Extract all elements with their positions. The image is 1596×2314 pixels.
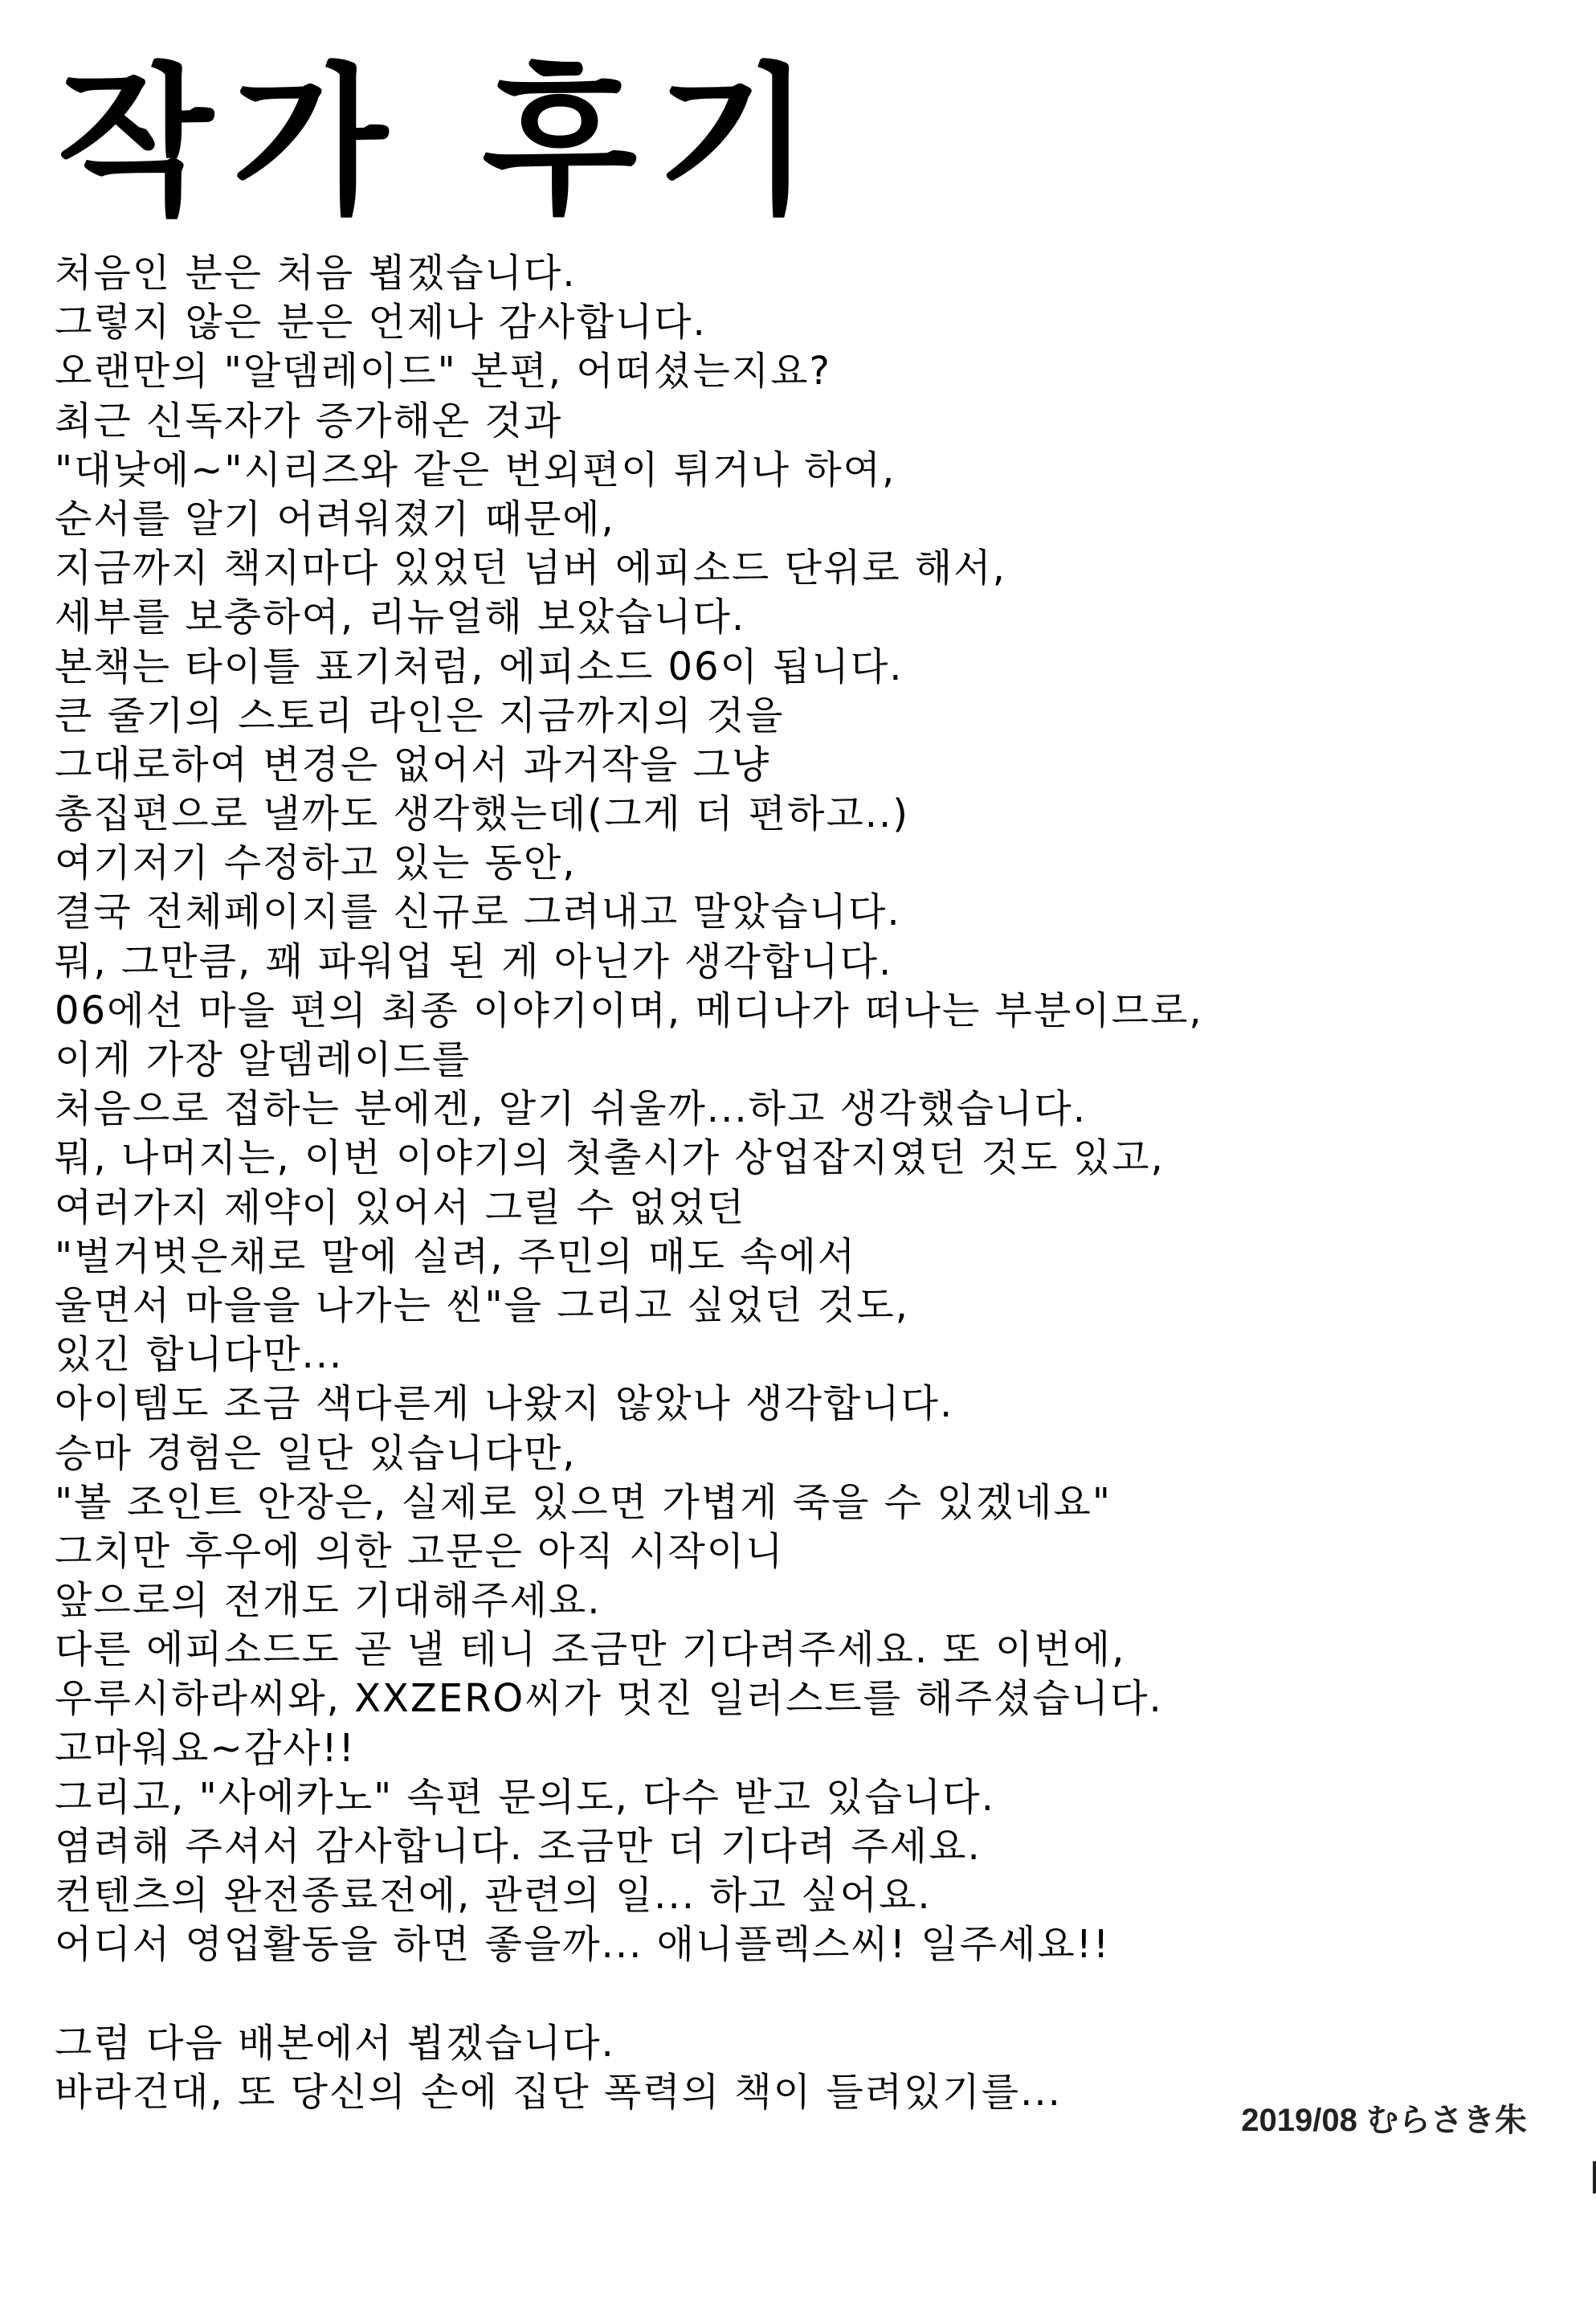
body-line: 아이템도 조금 색다른게 나왔지 않았나 생각합니다.: [55, 1381, 954, 1427]
body-line: 세부를 보충하여, 리뉴얼해 보았습니다.: [55, 595, 746, 640]
body-line: 컨텐츠의 완전종료전에, 관련의 일... 하고 싶어요.: [55, 1873, 932, 1919]
body-line: "대낮에~"시리즈와 같은 번외편이 튀거나 하여,: [55, 447, 896, 493]
body-line: 고마워요~감사!!: [55, 1725, 356, 1771]
signature-date: 2019/08 むらさき朱: [1241, 2103, 1527, 2138]
body-line: 처음으로 접하는 분에겐, 알기 쉬울까...하고 생각했습니다.: [55, 1086, 1088, 1132]
body-line: 승마 경험은 일단 있습니다만,: [55, 1430, 577, 1476]
body-line: 그리고, "사에카노" 속편 문의도, 다수 받고 있습니다.: [55, 1774, 995, 1820]
page-edge-mark: [1593, 2161, 1596, 2193]
body-line: 염려해 주셔서 감사합니다. 조금만 더 기다려 주세요.: [55, 1824, 982, 1869]
body-line: 처음인 분은 처음 뵙겠습니다.: [55, 251, 577, 296]
body-line: 본책는 타이틀 표기처럼, 에피소드 06이 됩니다.: [55, 644, 904, 689]
body-line: 바라건대, 또 당신의 손에 집단 폭력의 책이 들려있기를...: [55, 2069, 1062, 2115]
body-line: 있긴 합니다만...: [55, 1332, 344, 1378]
body-line: 이게 가장 알뎀레이드를: [55, 1037, 471, 1082]
body-line: 다른 에피소드도 곧 낼 테니 조금만 기다려주세요. 또 이번에,: [55, 1627, 1126, 1673]
page-title: 작가 후기: [58, 49, 831, 236]
body-line: "볼 조인트 안장은, 실제로 있으면 가볍게 죽을 수 있겠네요": [55, 1479, 1112, 1525]
body-line: 최근 신독자가 증가해온 것과: [55, 398, 563, 444]
body-line: 울면서 마을을 나가는 씬"을 그리고 싶었던 것도,: [55, 1282, 909, 1328]
body-line: 총집편으로 낼까도 생각했는데(그게 더 편하고..): [55, 791, 909, 837]
body-line: 오랜만의 "알뎀레이드" 본편, 어떠셨는지요?: [55, 349, 831, 395]
body-line: 뭐, 나머지는, 이번 이야기의 첫출시가 상업잡지였던 것도 있고,: [55, 1135, 1165, 1181]
body-line: 그대로하여 변경은 없어서 과거작을 그냥: [55, 742, 771, 787]
body-line: "벌거벗은채로 말에 실려, 주민의 매도 속에서: [55, 1233, 857, 1279]
body-line: 그럼 다음 배본에서 뵙겠습니다.: [55, 2020, 615, 2066]
body-line: 그치만 후우에 의한 고문은 아직 시작이니: [55, 1528, 785, 1574]
body-line: 앞으로의 전개도 기대해주세요.: [55, 1578, 602, 1624]
body-line: 그렇지 않은 분은 언제나 감사합니다.: [55, 300, 707, 345]
body-line: 우루시하라씨와, XXZERO씨가 멋진 일러스트를 해주셨습니다.: [55, 1676, 1163, 1722]
blank-line: [55, 1970, 1500, 2019]
body-line: 지금까지 책지마다 있었던 넘버 에피소드 단위로 해서,: [55, 546, 1006, 591]
body-line: 여러가지 제약이 있어서 그릴 수 없었던: [55, 1184, 746, 1230]
body-line: 큰 줄기의 스토리 라인은 지금까지의 것을: [55, 693, 785, 738]
afterword-body: [55, 249, 1500, 2117]
body-line: 결국 전체페이지를 신규로 그려내고 말았습니다.: [55, 889, 901, 935]
body-line: 여기저기 수정하고 있는 동안,: [55, 840, 577, 886]
body-line: 뭐, 그만큼, 꽤 파워업 된 게 아닌가 생각합니다.: [55, 938, 893, 984]
body-line: 06에선 마을 편의 최종 이야기이며, 메디나가 떠나는 부분이므로,: [55, 987, 1203, 1033]
body-line: 순서를 알기 어려워졌기 때문에,: [55, 496, 615, 542]
body-line: 어디서 영업활동을 하면 좋을까... 애니플렉스씨! 일주세요!!: [55, 1922, 1111, 1968]
